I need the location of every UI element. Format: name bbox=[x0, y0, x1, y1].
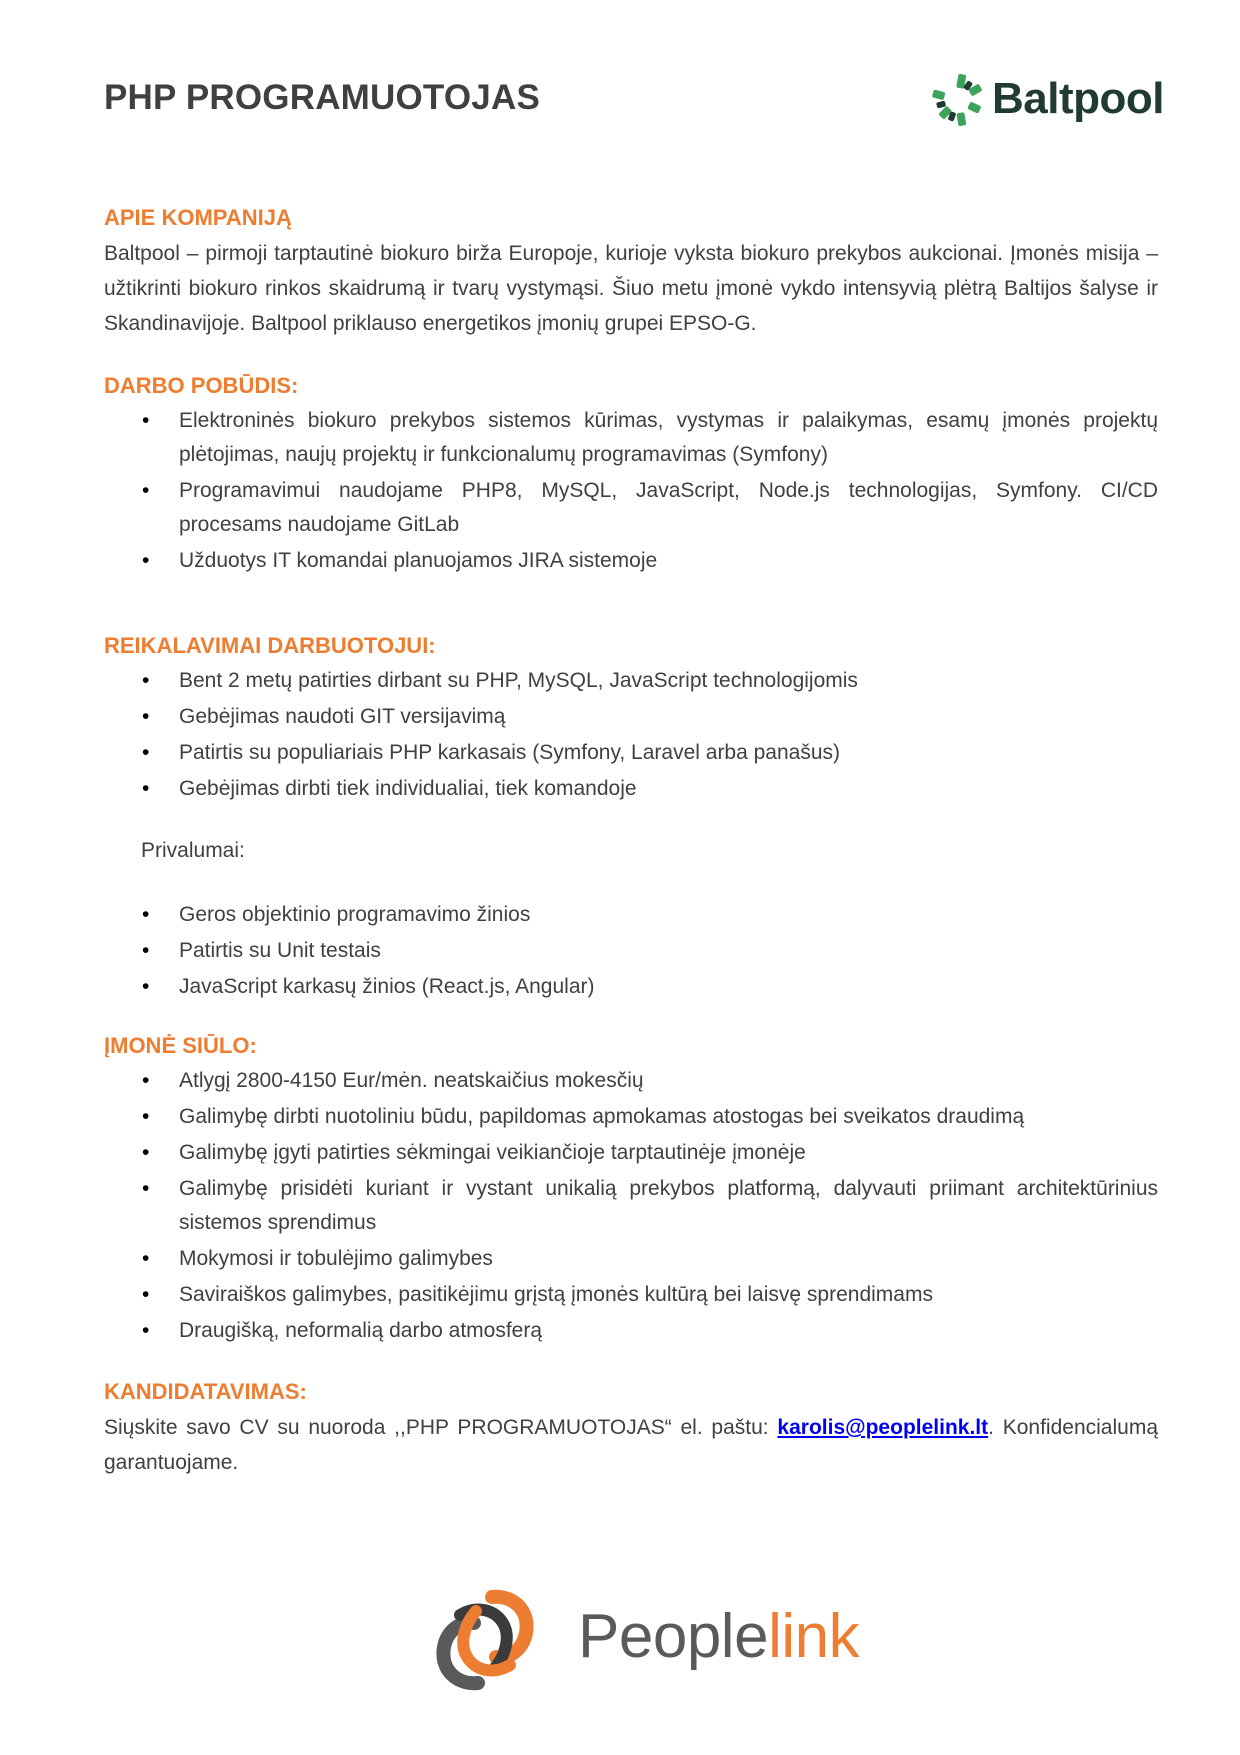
list-item: • Galimybę prisidėti kuriant ir vystant unikalią prekybos platformą, dalyvauti priimant architektūrinius sistemos sprendimus bbox=[104, 1172, 1158, 1240]
bullet-icon: • bbox=[142, 777, 150, 800]
about-text: Baltpool – pirmoji tarptautinė biokuro birža Europoje, kurioje vyksta biokuro prekybos aukcionai. Įmonės misija – užtikrinti biokuro rinkos skaidrumą ir tvarų vystymąsi. Šiuo metu įmonė vykdo intensyvią plėtrą Baltijos šalyse ir Skandinavijoje. Baltpool priklauso energetikos įmonių grupei EPSO-G. bbox=[104, 242, 1158, 335]
list-item: • Mokymosi ir tobulėjimo galimybes bbox=[104, 1242, 1158, 1276]
list-item: • JavaScript karkasų žinios (React.js, Angular) bbox=[104, 970, 1158, 1004]
bullet-icon: • bbox=[142, 479, 150, 502]
bullet-icon: • bbox=[142, 1105, 150, 1128]
list-item: • Gebėjimas dirbti tiek individualiai, tiek komandoje bbox=[104, 772, 1158, 806]
peoplelink-logo bbox=[430, 1585, 860, 1695]
about-section bbox=[104, 200, 1158, 341]
page-title: PHP PROGRAMUOTOJAS bbox=[104, 78, 540, 117]
list-item: • Saviraiškos galimybes, pasitikėjimu grįstą įmonės kultūrą bei laisvę sprendimams bbox=[104, 1278, 1158, 1312]
offer-list bbox=[104, 1064, 1158, 1348]
list-item: • Elektroninės biokuro prekybos sistemos kūrimas, vystymas ir palaikymas, esamų įmonės projektų plėtojimas, naujų projektų ir funkcionalumų programavimas (Symfony) bbox=[104, 404, 1158, 472]
list-item: • Patirtis su populiariais PHP karkasais (Symfony, Laravel arba panašus) bbox=[104, 736, 1158, 770]
about-heading: APIE KOMPANIJĄ bbox=[104, 205, 292, 230]
apply-heading: KANDIDATAVIMAS: bbox=[104, 1379, 307, 1404]
peoplelink-rings-icon bbox=[430, 1585, 540, 1695]
bullet-icon: • bbox=[142, 1283, 150, 1306]
bullet-icon: • bbox=[142, 669, 150, 692]
list-item: • Patirtis su Unit testais bbox=[104, 934, 1158, 968]
baltpool-burst-icon bbox=[930, 72, 986, 128]
list-item: • Galimybę dirbti nuotoliniu būdu, papildomas apmokamas atostogas bei sveikatos draudimą bbox=[104, 1100, 1158, 1134]
list-item: • Bent 2 metų patirties dirbant su PHP, MySQL, JavaScript technologijomis bbox=[104, 664, 1158, 698]
list-item: • Programavimui naudojame PHP8, MySQL, JavaScript, Node.js technologijas, Symfony. CI/CD procesams naudojame GitLab bbox=[104, 474, 1158, 542]
offer-section bbox=[104, 1028, 1158, 1348]
list-item: • Atlygį 2800-4150 Eur/mėn. neatskaičius mokesčių bbox=[104, 1064, 1158, 1098]
bullet-icon: • bbox=[142, 705, 150, 728]
baltpool-logo-text: Baltpool bbox=[992, 74, 1164, 123]
apply-text: Siųskite savo CV su nuoroda ,,PHP PROGRAMUOTOJAS“ el. paštu: karolis@peoplelink.lt. Konfidencialumą garantuojame. bbox=[104, 1416, 1158, 1474]
bullet-icon: • bbox=[142, 1141, 150, 1164]
email-link[interactable]: karolis@peoplelink.lt bbox=[777, 1416, 989, 1439]
list-item: • Gebėjimas naudoti GIT versijavimą bbox=[104, 700, 1158, 734]
offer-heading: ĮMONĖ SIŪLO: bbox=[104, 1033, 257, 1058]
advantages-label: Privalumai: bbox=[141, 839, 245, 862]
bullet-icon: • bbox=[142, 741, 150, 764]
bullet-icon: • bbox=[142, 939, 150, 962]
bullet-icon: • bbox=[142, 1319, 150, 1342]
work-section bbox=[104, 368, 1158, 578]
requirements-list bbox=[104, 664, 1158, 806]
list-item: • Draugišką, neformalią darbo atmosferą bbox=[104, 1314, 1158, 1348]
bullet-icon: • bbox=[142, 549, 150, 572]
baltpool-logo bbox=[930, 72, 1165, 128]
apply-section bbox=[104, 1374, 1158, 1480]
work-heading: DARBO POBŪDIS: bbox=[104, 373, 299, 398]
bullet-icon: • bbox=[142, 1247, 150, 1270]
peoplelink-logo-text: Peoplelink bbox=[578, 1602, 860, 1671]
work-list bbox=[104, 404, 1158, 578]
advantages-list bbox=[104, 898, 1158, 1004]
bullet-icon: • bbox=[142, 1069, 150, 1092]
bullet-icon: • bbox=[142, 903, 150, 926]
document-content bbox=[104, 200, 1158, 1480]
list-item: • Geros objektinio programavimo žinios bbox=[104, 898, 1158, 932]
requirements-section bbox=[104, 628, 1158, 1004]
bullet-icon: • bbox=[142, 1177, 150, 1200]
bullet-icon: • bbox=[142, 409, 150, 432]
list-item: • Galimybę įgyti patirties sėkmingai veikiančioje tarptautinėje įmonėje bbox=[104, 1136, 1158, 1170]
list-item: • Užduotys IT komandai planuojamos JIRA sistemoje bbox=[104, 544, 1158, 578]
bullet-icon: • bbox=[142, 975, 150, 998]
requirements-heading: REIKALAVIMAI DARBUOTOJUI: bbox=[104, 633, 436, 658]
